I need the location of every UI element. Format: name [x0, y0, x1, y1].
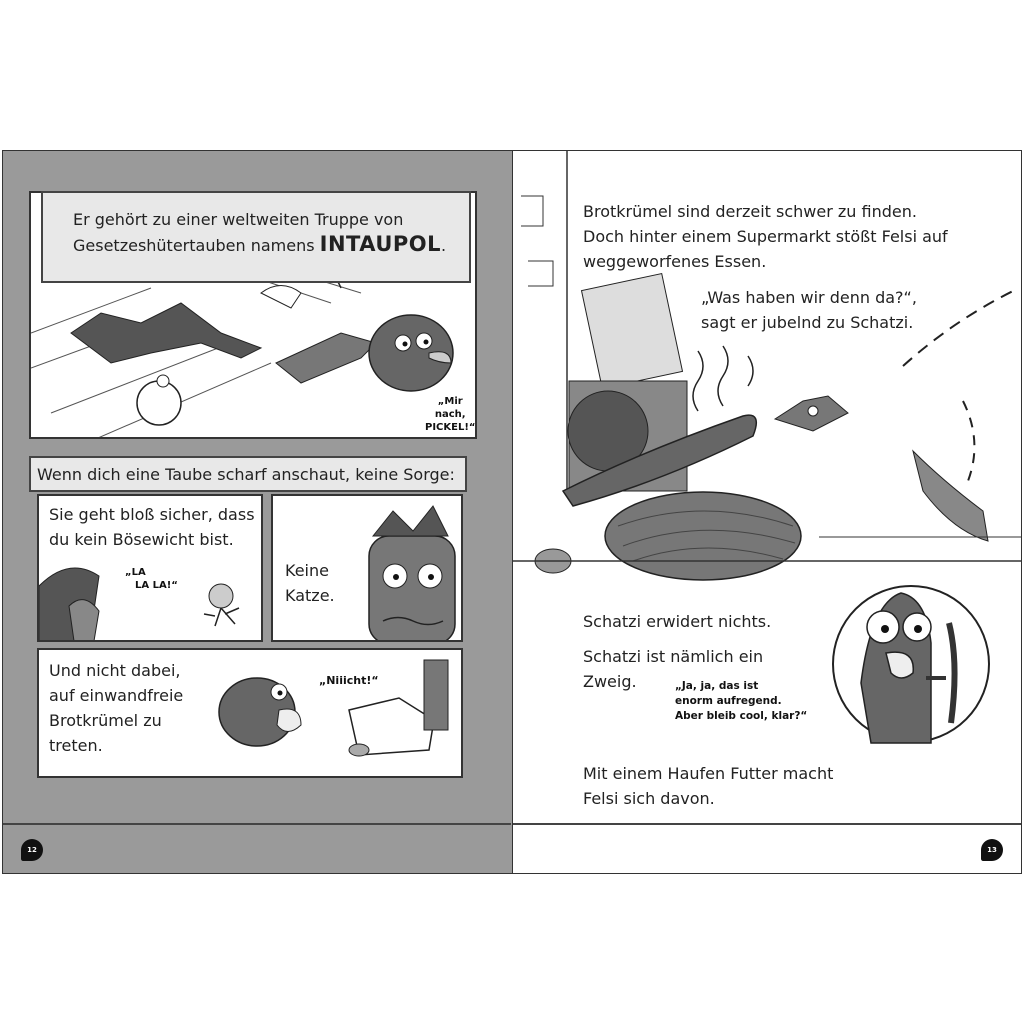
text-line: treten. — [49, 736, 103, 755]
intaupol-label: INTAUPOL — [319, 232, 442, 256]
text-line: auf einwandfreie — [49, 686, 184, 705]
text-line: Und nicht dabei, — [49, 661, 181, 680]
man-face-illustration — [273, 496, 463, 642]
bubble-text-line: Aber bleib cool, klar?“ — [675, 710, 808, 722]
text-line: Zweig. — [583, 672, 637, 691]
narration-davon — [583, 761, 833, 811]
caption-keine-sorge — [29, 456, 467, 492]
panel-keine-katze — [271, 494, 463, 642]
caption-text: . — [441, 236, 447, 255]
text-line: Brotkrümel sind derzeit schwer zu finden. — [583, 202, 917, 221]
bubble-text-line: „LA — [125, 567, 146, 578]
caption-line: Er gehört zu einer weltweiten Truppe von — [73, 210, 404, 229]
pigeon-shouting-illustration — [39, 650, 463, 778]
speech-bubble-lalala — [125, 566, 178, 592]
panel-brotkruemel — [37, 648, 463, 778]
bubble-text-line: „Niiicht!“ — [319, 674, 379, 687]
narration-brotkruemel — [583, 199, 948, 274]
page-number-left: 12 — [21, 839, 43, 861]
page-bottom-line — [513, 823, 1021, 825]
caption-intaupol — [41, 191, 471, 283]
text-line: Schatzi erwidert nichts. — [583, 612, 772, 631]
text-line: Doch hinter einem Supermarkt stößt Felsi auf — [583, 227, 948, 246]
text-line: Katze. — [285, 586, 335, 605]
bubble-text-line: „Ja, ja, das ist — [675, 680, 759, 692]
bubble-text-line: „Mir nach, — [434, 396, 466, 420]
bubble-text-line: PICKEL!“ — [425, 422, 476, 433]
pigeon-closeup-illustration — [831, 583, 991, 745]
text-line: Brotkrümel zu — [49, 711, 162, 730]
text-line: sagt er jubelnd zu Schatzi. — [701, 313, 914, 332]
left-page — [3, 151, 513, 873]
page-number-right: 13 — [981, 839, 1003, 861]
caption-line: Wenn dich eine Taube scharf anschaut, keine Sorge: — [37, 465, 455, 484]
speech-was-haben-wir — [701, 285, 917, 335]
book-spread — [2, 150, 1022, 874]
right-page — [513, 151, 1021, 873]
text-line: Mit einem Haufen Futter macht — [583, 764, 834, 783]
caption-text: Gesetzeshütertauben namens — [73, 236, 320, 255]
page-bottom-line — [3, 823, 511, 825]
speech-bubble-niiicht — [319, 674, 379, 687]
bubble-text-line: LA LA!“ — [135, 580, 178, 591]
text-line: du kein Bösewicht bist. — [49, 530, 234, 549]
speech-bubble-mir-nach — [425, 395, 475, 434]
narration-schatzi-erwidert — [583, 609, 771, 634]
panel-boesewicht — [37, 494, 263, 642]
text-line: „Was haben wir denn da?“, — [701, 288, 917, 307]
speech-bubble-ja-ja — [675, 679, 807, 724]
text-line: Schatzi ist nämlich ein — [583, 647, 764, 666]
caption-line — [73, 232, 469, 258]
text-line: Keine — [285, 561, 329, 580]
text-line: weggeworfenes Essen. — [583, 252, 767, 271]
text-line: Felsi sich davon. — [583, 789, 715, 808]
bubble-text-line: enorm aufregend. — [675, 695, 782, 707]
text-line: Sie geht bloß sicher, dass — [49, 505, 255, 524]
